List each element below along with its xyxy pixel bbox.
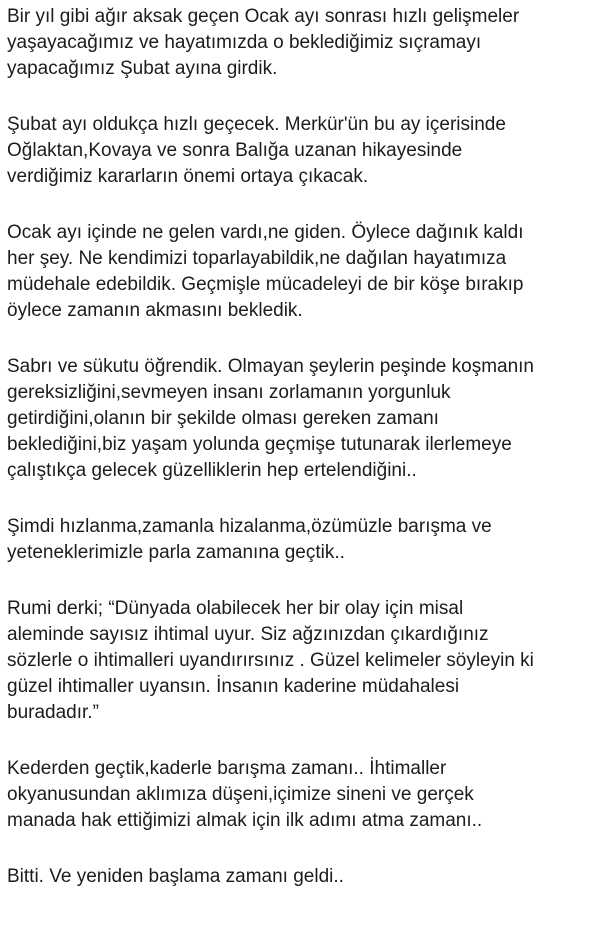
paragraph [7, 354, 595, 484]
text-line: güzel ihtimaller uyansın. İnsanın kaderine müdahalesi [7, 676, 460, 697]
text-line: getirdiğini,olanın bir şekilde olması gereken zamanı [7, 408, 439, 429]
text-line: müdehale edebildik. Geçmişle mücadeleyi de bir köşe bırakıp [7, 274, 524, 295]
text-line: Şimdi hızlanma,zamanla hizalanma,özümüzle barışma ve [7, 516, 492, 537]
text-line: Kederden geçtik,kaderle barışma zamanı.. İhtimaller [7, 758, 447, 779]
text-line: verdiğimiz kararların önemi ortaya çıkacak. [7, 166, 369, 187]
text-line: her şey. Ne kendimizi toparlayabildik,ne dağılan hayatımıza [7, 248, 507, 269]
text-line: Sabrı ve sükutu öğrendik. Olmayan şeylerin peşinde koşmanın [7, 356, 534, 377]
text-line: yaşayacağımız ve hayatımızda o beklediğimiz sıçramayı [7, 32, 482, 53]
text-line: Rumi derki; “Dünyada olabilecek her bir olay için misal [7, 598, 464, 619]
text-line: Ocak ayı içinde ne gelen vardı,ne giden. Öylece dağınık kaldı [7, 222, 524, 243]
paragraph [7, 596, 595, 726]
paragraph [7, 112, 595, 190]
text-line: okyanusundan aklımıza düşeni,içimize sineni ve gerçek [7, 784, 474, 805]
text-line: Oğlaktan,Kovaya ve sonra Balığa uzanan hikayesinde [7, 140, 463, 161]
text-line: gereksizliğini,sevmeyen insanı zorlamanın yorgunluk [7, 382, 451, 403]
text-line: Şubat ayı oldukça hızlı geçecek. Merkür'ün bu ay içerisinde [7, 114, 506, 135]
text-line: sözlerle o ihtimalleri uyandırırsınız . Güzel kelimeler söyleyin ki [7, 650, 534, 671]
text-line: manada hak ettiğimizi almak için ilk adımı atma zamanı.. [7, 810, 483, 831]
text-line: çalıştıkça gelecek güzelliklerin hep ertelendiğini.. [7, 460, 417, 481]
text-line: Bitti. Ve yeniden başlama zamanı geldi.. [7, 866, 344, 887]
paragraph [7, 514, 595, 566]
text-line: aleminde sayısız ihtimal uyur. Siz ağzınızdan çıkardığınız [7, 624, 489, 645]
paragraph [7, 4, 595, 82]
text-line: yapacağımız Şubat ayına girdik. [7, 58, 278, 79]
text-line: yeteneklerimizle parla zamanına geçtik.. [7, 542, 345, 563]
paragraph [7, 864, 595, 890]
text-line: buradadır.” [7, 702, 99, 723]
text-line: Bir yıl gibi ağır aksak geçen Ocak ayı sonrası hızlı gelişmeler [7, 6, 520, 27]
document-body [7, 4, 595, 920]
text-line: öylece zamanın akmasını bekledik. [7, 300, 303, 321]
paragraph [7, 756, 595, 834]
text-line: beklediğini,biz yaşam yolunda geçmişe tutunarak ilerlemeye [7, 434, 512, 455]
paragraph [7, 220, 595, 324]
